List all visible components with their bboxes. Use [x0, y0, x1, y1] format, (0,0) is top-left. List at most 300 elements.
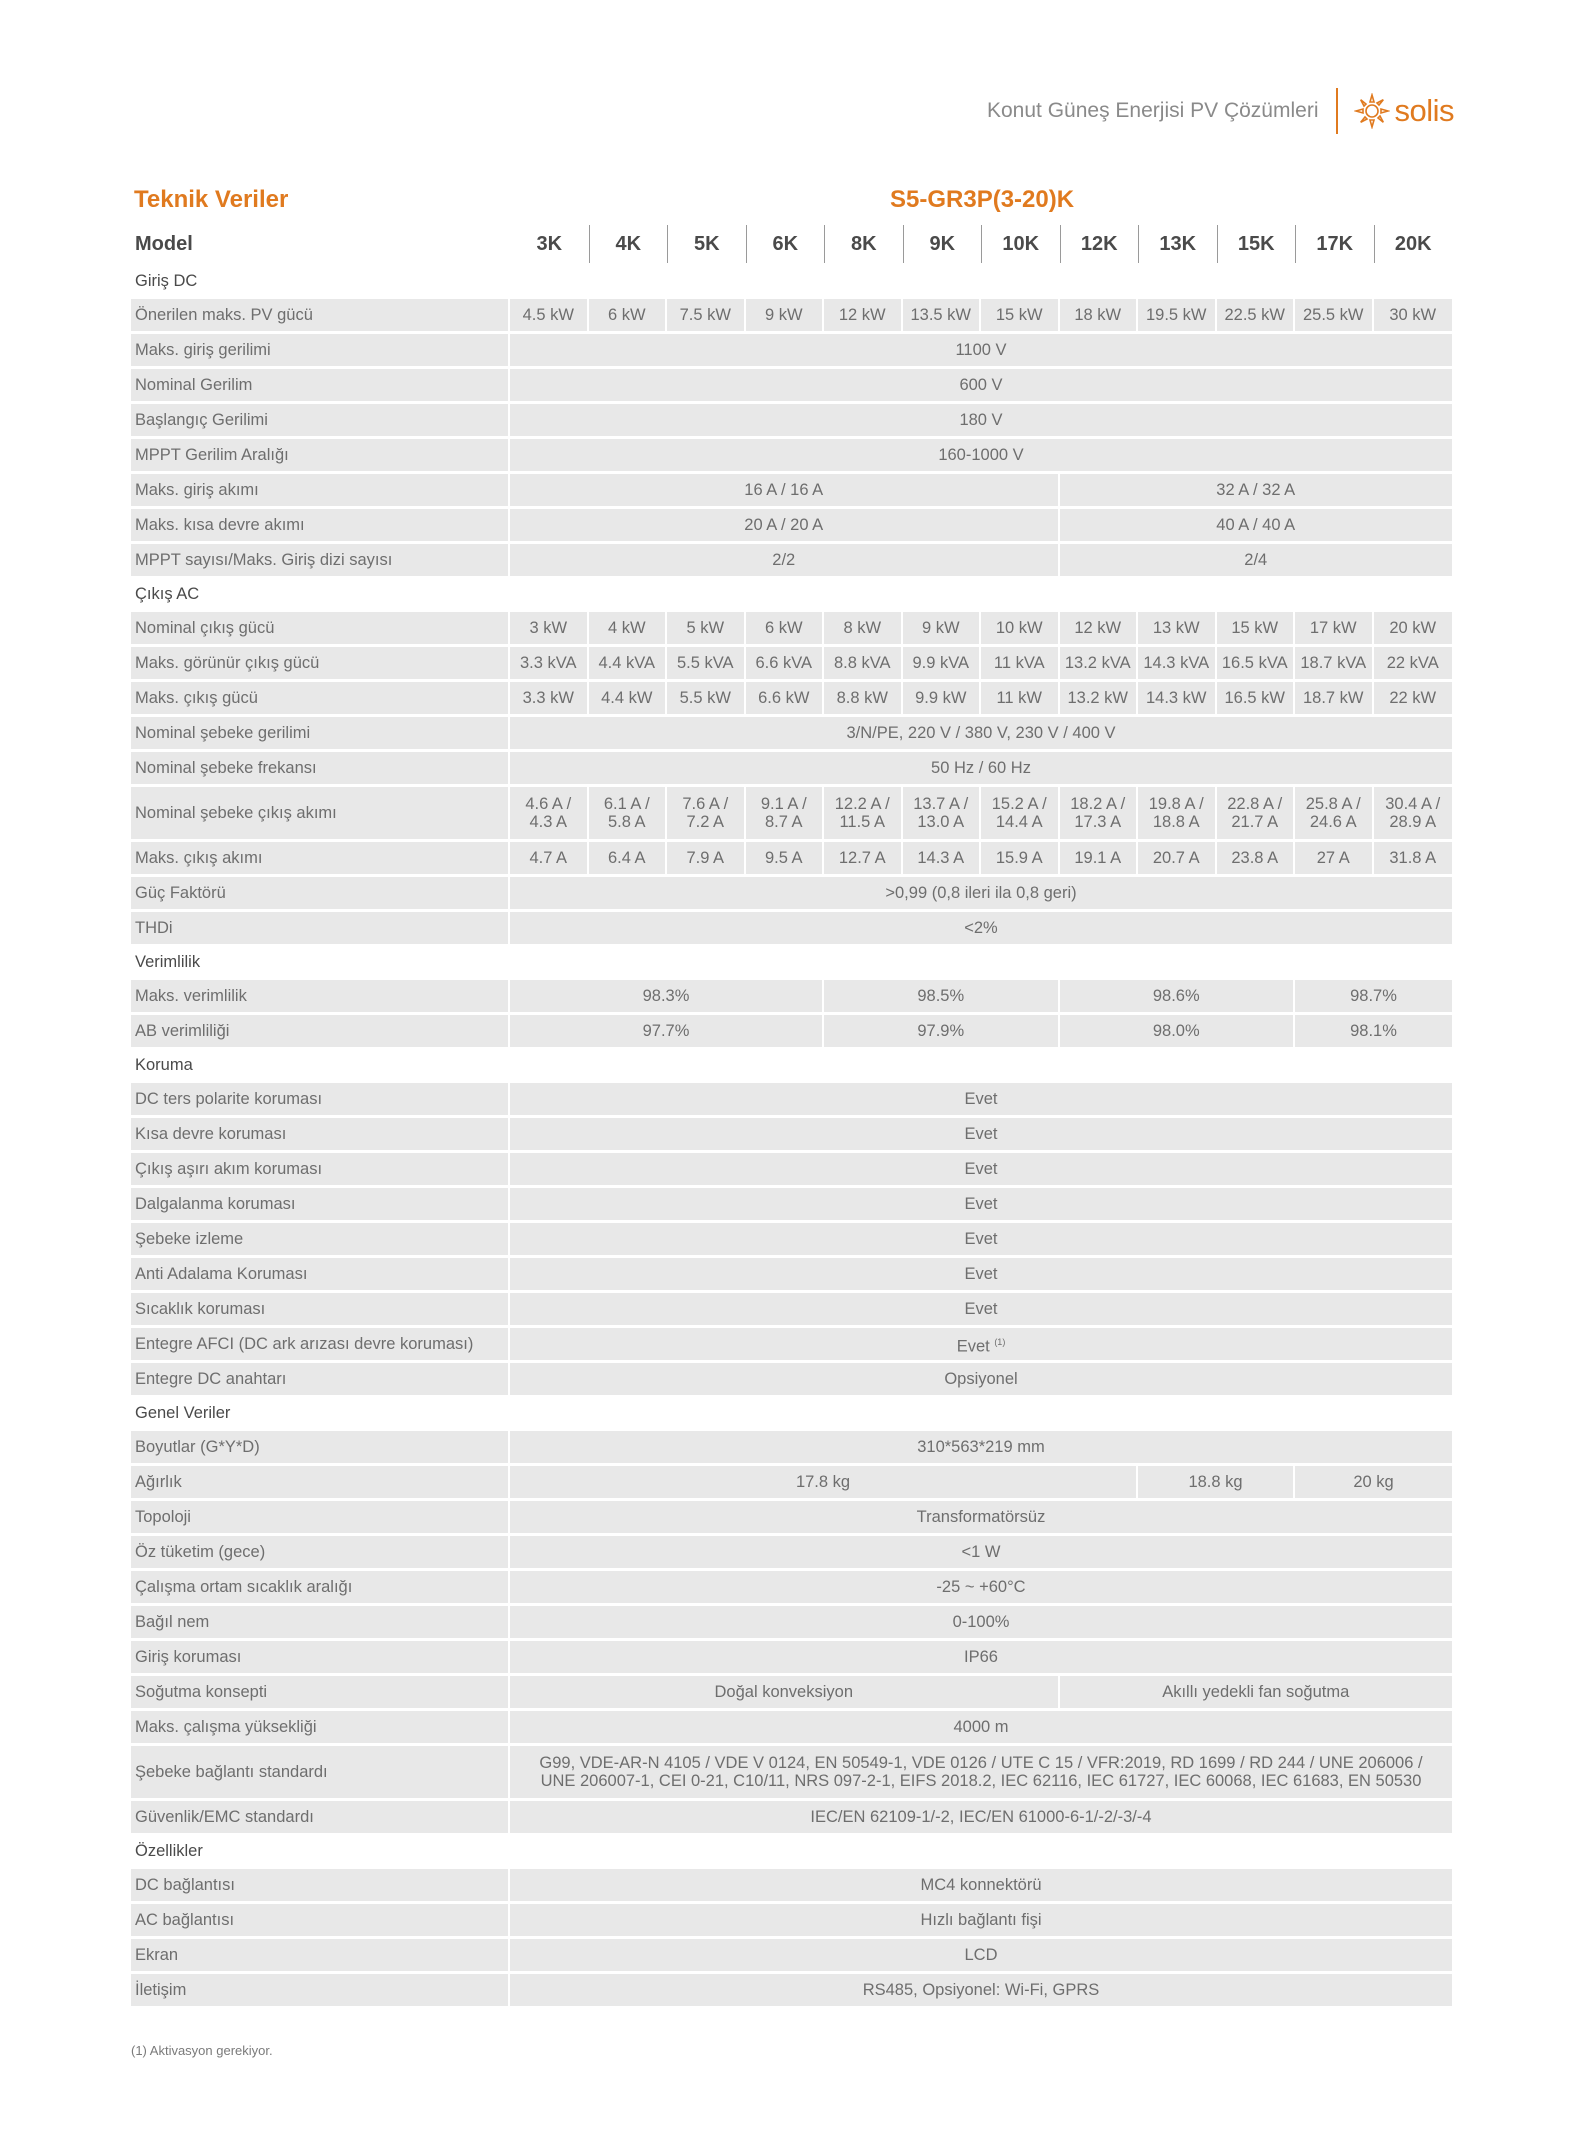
table-cell	[589, 647, 668, 679]
table-cell	[1217, 612, 1296, 644]
table-cell	[903, 842, 982, 874]
table-row	[131, 404, 1452, 436]
table-row	[131, 1641, 1452, 1673]
row-label: Nominal şebeke çıkış akımı	[131, 787, 510, 839]
model-header: 10K	[981, 225, 1060, 263]
row-label: Nominal şebeke gerilimi	[131, 717, 510, 749]
cell-value: 11 kW	[996, 689, 1043, 707]
cell-value: 19.1 A	[1074, 849, 1122, 867]
cell-value: 9.1 A /	[760, 795, 807, 813]
row-label: AC bağlantısı	[131, 1904, 510, 1936]
table-cell	[1060, 509, 1453, 541]
table-cell	[903, 647, 982, 679]
model-label: Model	[131, 225, 510, 263]
cell-value: 13.2 kW	[1067, 689, 1129, 707]
cell-value: 18 kW	[1074, 306, 1122, 324]
model-header: 3K	[510, 225, 589, 263]
cell-value: 15 kW	[1231, 619, 1279, 637]
section-header	[131, 1836, 1452, 1866]
table-cell	[1374, 647, 1453, 679]
cell-value: 20 kg	[1353, 1473, 1394, 1491]
row-label: Maks. giriş akımı	[131, 474, 510, 506]
table-cell	[1060, 1676, 1453, 1708]
cell-value: 31.8 A	[1389, 849, 1437, 867]
section-header	[131, 947, 1452, 977]
table-cell	[510, 1293, 1452, 1325]
table-cell	[510, 980, 824, 1012]
row-label: Soğutma konsepti	[131, 1676, 510, 1708]
table-row	[131, 1801, 1452, 1833]
cell-value: 11 kVA	[993, 654, 1045, 672]
table-cell	[824, 299, 903, 331]
table-row	[131, 1188, 1452, 1220]
table-cell	[510, 299, 589, 331]
cell-value: 4 kW	[607, 619, 646, 637]
table-row	[131, 1536, 1452, 1568]
cell-value: 12 kW	[1074, 619, 1122, 637]
cell-value: 13.2 kVA	[1064, 654, 1131, 672]
table-cell	[1217, 682, 1296, 714]
row-label: Nominal Gerilim	[131, 369, 510, 401]
cell-value-line2: 14.4 A	[995, 813, 1043, 831]
cell-value: 9 kW	[921, 619, 960, 637]
sun-icon	[1354, 93, 1390, 129]
table-cell	[1060, 682, 1139, 714]
table-cell	[746, 299, 825, 331]
table-cell	[510, 1118, 1452, 1150]
table-cell	[510, 1974, 1452, 2006]
cell-value-line2: 21.7 A	[1231, 813, 1279, 831]
cell-value: 18.7 kVA	[1300, 654, 1367, 672]
table-cell	[510, 1869, 1452, 1901]
cell-value: RS485, Opsiyonel: Wi-Fi, GPRS	[862, 1981, 1100, 1999]
cell-value: 600 V	[959, 376, 1003, 394]
cell-value: 14.3 kVA	[1143, 654, 1210, 672]
row-label: Giriş koruması	[131, 1641, 510, 1673]
cell-value: 5.5 kVA	[676, 654, 734, 672]
cell-value: 14.3 kW	[1145, 689, 1207, 707]
cell-value: MC4 konnektörü	[920, 1876, 1042, 1894]
table-cell	[510, 1431, 1452, 1463]
section-title: Genel Veriler	[131, 1398, 1452, 1428]
cell-value-line2: 4.3 A	[529, 813, 568, 831]
row-label: Çıkış aşırı akım koruması	[131, 1153, 510, 1185]
cell-value-line2: 7.2 A	[686, 813, 725, 831]
cell-value: 6 kW	[607, 306, 646, 324]
cell-value: 50 Hz / 60 Hz	[931, 759, 1031, 777]
table-row	[131, 1869, 1452, 1901]
cell-value: 7.6 A /	[682, 795, 729, 813]
table-cell	[824, 682, 903, 714]
table-cell	[1295, 1015, 1452, 1047]
row-label: Dalgalanma koruması	[131, 1188, 510, 1220]
cell-value: 25.5 kW	[1302, 306, 1364, 324]
table-cell	[1217, 842, 1296, 874]
section-title: Giriş DC	[131, 266, 1452, 296]
table-cell	[1374, 842, 1453, 874]
cell-value: 98.0%	[1152, 1022, 1200, 1040]
cell-value: 32 A / 32 A	[1216, 481, 1296, 499]
page-title: Teknik Veriler	[134, 186, 289, 213]
cell-value: 22 kVA	[1386, 654, 1439, 672]
cell-value: Doğal konveksiyon	[714, 1683, 853, 1701]
table-row	[131, 334, 1452, 366]
cell-value-line2: 11.5 A	[839, 813, 886, 831]
table-cell	[824, 980, 1060, 1012]
table-cell	[510, 717, 1452, 749]
cell-value: Evet	[964, 1195, 998, 1213]
cell-value: 9.9 kVA	[912, 654, 970, 672]
table-cell	[903, 682, 982, 714]
row-label: MPPT Gerilim Aralığı	[131, 439, 510, 471]
cell-value: IP66	[964, 1648, 998, 1666]
table-cell	[903, 787, 982, 839]
section-title: Çıkış AC	[131, 579, 1452, 609]
table-row	[131, 787, 1452, 839]
table-row	[131, 1015, 1452, 1047]
table-cell	[1374, 612, 1453, 644]
row-label: Maks. çıkış gücü	[131, 682, 510, 714]
row-label: Güvenlik/EMC standardı	[131, 1801, 510, 1833]
table-row	[131, 912, 1452, 944]
table-row	[131, 1466, 1452, 1498]
table-cell	[589, 299, 668, 331]
table-cell	[746, 842, 825, 874]
table-cell	[510, 1676, 1060, 1708]
table-cell	[1374, 299, 1453, 331]
row-label: Boyutlar (G*Y*D)	[131, 1431, 510, 1463]
table-cell	[510, 612, 589, 644]
table-cell	[589, 787, 668, 839]
table-row	[131, 1746, 1452, 1798]
row-label: Entegre AFCI (DC ark arızası devre koruması)	[131, 1328, 510, 1360]
table-row	[131, 647, 1452, 679]
cell-value: 15.9 A	[995, 849, 1043, 867]
table-row	[131, 1939, 1452, 1971]
cell-value: 20 kW	[1389, 619, 1437, 637]
cell-value: 6.4 A	[607, 849, 646, 867]
model-header: 12K	[1060, 225, 1139, 263]
table-cell	[1060, 544, 1453, 576]
table-cell	[1295, 787, 1374, 839]
cell-value: -25 ~ +60°C	[936, 1578, 1026, 1596]
table-cell	[510, 509, 1060, 541]
row-label: Nominal şebeke frekansı	[131, 752, 510, 784]
cell-value: 18.7 kW	[1302, 689, 1364, 707]
cell-value: 22.8 A /	[1227, 795, 1283, 813]
cell-value: 7.5 kW	[679, 306, 731, 324]
cell-value: 97.9%	[917, 1022, 965, 1040]
cell-value: 98.7%	[1350, 987, 1397, 1005]
table-cell	[510, 1711, 1452, 1743]
logo-wordmark: solis	[1394, 93, 1454, 128]
table-cell	[1374, 682, 1453, 714]
table-cell	[1060, 980, 1296, 1012]
table-row	[131, 509, 1452, 541]
cell-value: 40 A / 40 A	[1216, 516, 1296, 534]
section-header	[131, 1398, 1452, 1428]
row-label: DC bağlantısı	[131, 1869, 510, 1901]
row-label: Çalışma ortam sıcaklık aralığı	[131, 1571, 510, 1603]
table-cell	[510, 1939, 1452, 1971]
cell-value: 20 A / 20 A	[744, 516, 824, 534]
cell-value-line2: 24.6 A	[1309, 813, 1357, 831]
table-cell	[1060, 647, 1139, 679]
cell-value: Evet	[964, 1090, 998, 1108]
cell-value: 2/2	[772, 551, 796, 569]
cell-value: 9.5 A	[764, 849, 803, 867]
cell-value: 6 kW	[764, 619, 803, 637]
table-cell	[589, 842, 668, 874]
cell-value: 6.6 kW	[758, 689, 810, 707]
solis-logo	[1354, 93, 1454, 129]
cell-value: 2/4	[1244, 551, 1268, 569]
cell-value: 15 kW	[995, 306, 1043, 324]
cell-value: Evet	[964, 1300, 998, 1318]
cell-value-line2: 28.9 A	[1389, 813, 1437, 831]
section-header	[131, 1050, 1452, 1080]
cell-value: 17 kW	[1309, 619, 1357, 637]
row-label: Şebeke bağlantı standardı	[131, 1746, 510, 1798]
table-cell	[1060, 474, 1453, 506]
cell-value-line2: 17.3 A	[1074, 813, 1122, 831]
cell-value: 98.1%	[1350, 1022, 1397, 1040]
row-label: Maks. verimlilik	[131, 980, 510, 1012]
table-cell	[510, 1641, 1452, 1673]
table-cell	[510, 752, 1452, 784]
page-header	[987, 88, 1454, 134]
cell-value: 98.6%	[1152, 987, 1200, 1005]
table-cell	[1138, 787, 1217, 839]
table-cell	[510, 1363, 1452, 1395]
cell-value: 13 kW	[1152, 619, 1200, 637]
cell-value: 98.3%	[642, 987, 690, 1005]
section-title: Verimlilik	[131, 947, 1452, 977]
table-cell	[746, 612, 825, 644]
cell-value: 17.8 kg	[795, 1473, 851, 1491]
cell-value: 3 kW	[529, 619, 568, 637]
cell-value: 3/N/PE, 220 V / 380 V, 230 V / 400 V	[846, 724, 1116, 742]
table-cell	[510, 1571, 1452, 1603]
table-cell	[981, 647, 1060, 679]
cell-value: 5 kW	[686, 619, 725, 637]
cell-value: 22.5 kW	[1224, 306, 1286, 324]
table-cell	[1295, 612, 1374, 644]
cell-value: G99, VDE-AR-N 4105 / VDE V 0124, EN 50549-1, VDE 0126 / UTE C 15 / VFR:2019, RD 1699 / RD 244 / UNE 206006 /	[539, 1754, 1423, 1772]
cell-value: 12.7 A	[838, 849, 886, 867]
table-row	[131, 369, 1452, 401]
table-row	[131, 1118, 1452, 1150]
spec-table	[131, 222, 1452, 2009]
cell-value: 25.8 A /	[1305, 795, 1361, 813]
table-cell	[1138, 299, 1217, 331]
cell-value: 14.3 A	[917, 849, 965, 867]
table-cell	[667, 612, 746, 644]
row-label: THDi	[131, 912, 510, 944]
cell-value: 98.5%	[917, 987, 965, 1005]
table-cell	[1138, 612, 1217, 644]
cell-value: 3.3 kW	[522, 689, 574, 707]
row-label: Sıcaklık koruması	[131, 1293, 510, 1325]
cell-value: Evet	[964, 1125, 998, 1143]
table-row	[131, 682, 1452, 714]
table-cell	[510, 1904, 1452, 1936]
table-cell	[510, 1746, 1452, 1798]
table-cell	[1138, 647, 1217, 679]
table-cell	[589, 612, 668, 644]
table-cell	[510, 1328, 1452, 1360]
model-header: 17K	[1295, 225, 1374, 263]
table-cell	[510, 439, 1452, 471]
table-cell	[1060, 842, 1139, 874]
table-row	[131, 1328, 1452, 1360]
table-cell	[510, 334, 1452, 366]
cell-value-line2: UNE 206007-1, CEI 0-21, C10/11, NRS 097-2-1, EIFS 2018.2, IEC 62116, IEC 61727, IEC 60068, IEC 61683, EN 50530	[540, 1772, 1422, 1790]
table-cell	[1295, 842, 1374, 874]
row-label: Ekran	[131, 1939, 510, 1971]
row-label: Önerilen maks. PV gücü	[131, 299, 510, 331]
row-label: Maks. çıkış akımı	[131, 842, 510, 874]
cell-value: 16 A / 16 A	[744, 481, 824, 499]
row-label: İletişim	[131, 1974, 510, 2006]
cell-value: 12.2 A /	[834, 795, 890, 813]
section-header	[131, 579, 1452, 609]
table-row	[131, 717, 1452, 749]
model-header: 15K	[1217, 225, 1296, 263]
table-cell	[667, 682, 746, 714]
series-title: S5-GR3P(3-20)K	[890, 186, 1075, 213]
table-cell	[746, 787, 825, 839]
cell-value: 13.7 A /	[913, 795, 969, 813]
cell-value: 4.6 A /	[525, 795, 572, 813]
cell-value: 23.8 A	[1231, 849, 1279, 867]
cell-value: Transformatörsüz	[916, 1508, 1046, 1526]
cell-value-line2: 8.7 A	[764, 813, 803, 831]
cell-value: Evet	[964, 1230, 998, 1248]
row-label: Öz tüketim (gece)	[131, 1536, 510, 1568]
table-cell	[510, 1188, 1452, 1220]
table-cell	[510, 1083, 1452, 1115]
table-cell	[667, 787, 746, 839]
cell-value: 4.5 kW	[522, 306, 574, 324]
cell-value: <2%	[964, 919, 998, 937]
row-label: Ağırlık	[131, 1466, 510, 1498]
cell-value: 16.5 kVA	[1221, 654, 1288, 672]
row-label: Topoloji	[131, 1501, 510, 1533]
table-row	[131, 1501, 1452, 1533]
table-cell	[824, 842, 903, 874]
row-label: MPPT sayısı/Maks. Giriş dizi sayısı	[131, 544, 510, 576]
model-header: 13K	[1138, 225, 1217, 263]
table-cell	[510, 787, 589, 839]
table-cell	[1295, 1466, 1452, 1498]
cell-value: 19.5 kW	[1145, 306, 1207, 324]
cell-value: 8.8 kVA	[833, 654, 891, 672]
table-cell	[510, 647, 589, 679]
model-header: 5K	[667, 225, 746, 263]
table-row	[131, 752, 1452, 784]
cell-value: Akıllı yedekli fan soğutma	[1162, 1683, 1350, 1701]
cell-value: 5.5 kW	[679, 689, 731, 707]
cell-value: Evet	[956, 1337, 990, 1356]
table-cell	[667, 842, 746, 874]
table-cell	[510, 1223, 1452, 1255]
section-title: Özellikler	[131, 1836, 1452, 1866]
cell-value: Evet	[964, 1265, 998, 1283]
table-cell	[667, 299, 746, 331]
table-row	[131, 1571, 1452, 1603]
header-divider	[1336, 88, 1338, 134]
cell-value: 97.7%	[642, 1022, 690, 1040]
table-cell	[510, 682, 589, 714]
cell-value: Hızlı bağlantı fişi	[920, 1911, 1042, 1929]
table-cell	[1295, 682, 1374, 714]
table-row	[131, 1293, 1452, 1325]
cell-value: 16.5 kW	[1224, 689, 1286, 707]
row-label: Başlangıç Gerilimi	[131, 404, 510, 436]
cell-value: 15.2 A /	[991, 795, 1047, 813]
row-label: Bağıl nem	[131, 1606, 510, 1638]
table-cell	[510, 842, 589, 874]
row-label: Şebeke izleme	[131, 1223, 510, 1255]
table-cell	[1060, 299, 1139, 331]
table-cell	[510, 369, 1452, 401]
table-cell	[510, 1501, 1452, 1533]
table-row	[131, 544, 1452, 576]
row-label: Nominal çıkış gücü	[131, 612, 510, 644]
cell-value: 0-100%	[952, 1613, 1010, 1631]
table-cell	[510, 1258, 1452, 1290]
table-cell	[1138, 842, 1217, 874]
table-cell	[903, 299, 982, 331]
cell-value: 8 kW	[843, 619, 882, 637]
table-cell	[824, 1015, 1060, 1047]
table-cell	[1138, 682, 1217, 714]
cell-value: 4.4 kVA	[598, 654, 656, 672]
section-header	[131, 266, 1452, 296]
model-header: 4K	[589, 225, 668, 263]
row-label: DC ters polarite koruması	[131, 1083, 510, 1115]
table-cell	[981, 612, 1060, 644]
cell-value: Evet	[964, 1160, 998, 1178]
row-label: Maks. giriş gerilimi	[131, 334, 510, 366]
table-row	[131, 299, 1452, 331]
model-header: 20K	[1374, 225, 1453, 263]
table-cell	[1217, 647, 1296, 679]
table-cell	[746, 647, 825, 679]
table-row	[131, 612, 1452, 644]
table-cell	[824, 787, 903, 839]
cell-value: 4000 m	[953, 1718, 1009, 1736]
table-row	[131, 1676, 1452, 1708]
cell-value: 7.9 A	[686, 849, 725, 867]
table-cell	[824, 612, 903, 644]
row-label: AB verimliliği	[131, 1015, 510, 1047]
footnote-marker: (1)	[994, 1336, 1006, 1347]
table-cell	[667, 647, 746, 679]
model-header: 8K	[824, 225, 903, 263]
table-cell	[1295, 980, 1452, 1012]
row-label: Kısa devre koruması	[131, 1118, 510, 1150]
table-row	[131, 1258, 1452, 1290]
table-row	[131, 1223, 1452, 1255]
table-cell	[824, 647, 903, 679]
cell-value: 22 kW	[1389, 689, 1437, 707]
cell-value: 30 kW	[1389, 306, 1437, 324]
cell-value: 180 V	[959, 411, 1003, 429]
table-cell	[510, 912, 1452, 944]
footnote: (1) Aktivasyon gerekiyor.	[131, 2043, 273, 2058]
